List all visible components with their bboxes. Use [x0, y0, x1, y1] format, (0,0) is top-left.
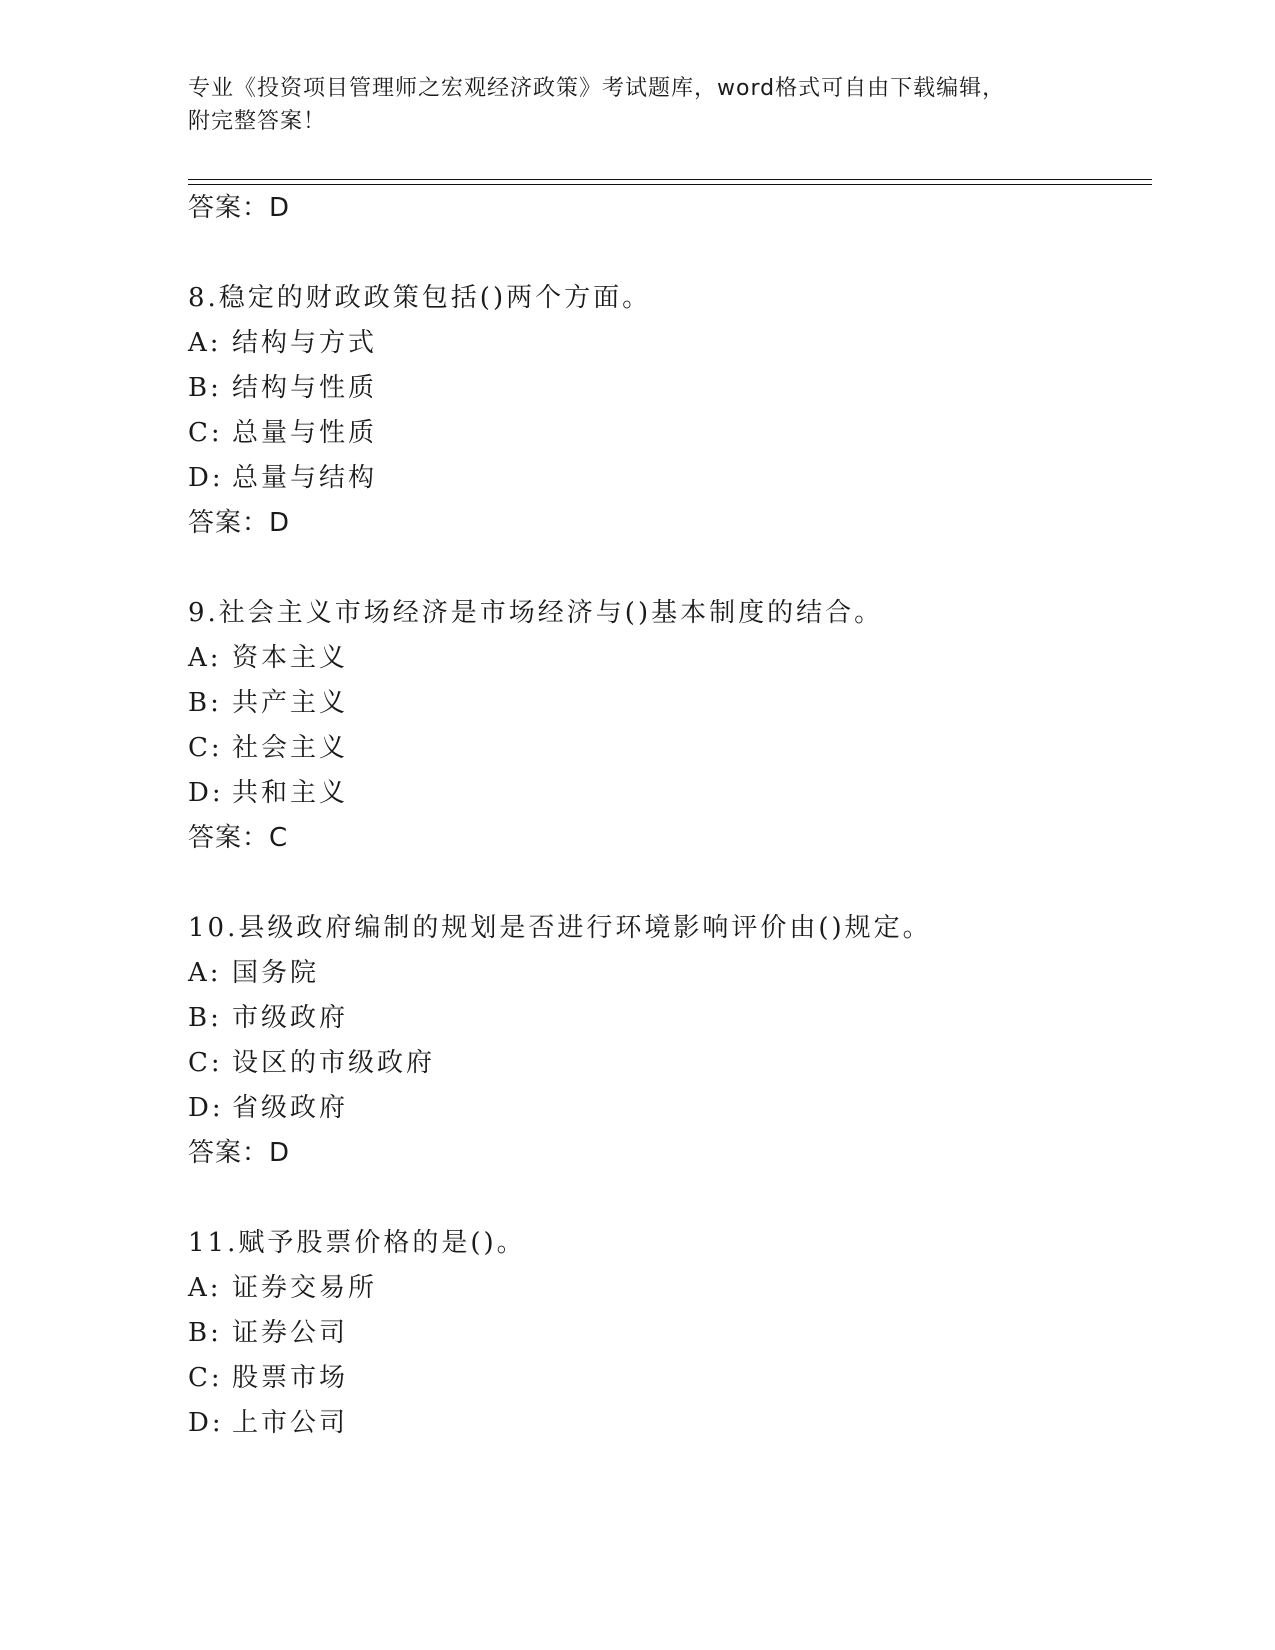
- option-a: [188, 328, 377, 358]
- answer-line: 答案：D: [188, 193, 291, 223]
- option-text: 结构与性质: [232, 373, 378, 403]
- header-line-2: 附完整答案！: [188, 109, 327, 134]
- option-d: [188, 1093, 348, 1123]
- option-letter: A:: [188, 643, 222, 673]
- header-rule-bottom: [188, 184, 1152, 185]
- option-letter: B:: [188, 373, 222, 403]
- option-text: 股票市场: [232, 1363, 349, 1393]
- option-text: 设区的市级政府: [232, 1048, 436, 1078]
- option-text: 国务院: [232, 958, 320, 988]
- option-d: [188, 1408, 348, 1438]
- option-a: [188, 1273, 377, 1303]
- option-text: 上市公司: [232, 1408, 349, 1438]
- option-text: 共和主义: [232, 778, 349, 808]
- header-line-1: 专业《投资项目管理师之宏观经济政策》考试题库，word格式可自由下载编辑，: [188, 76, 1006, 101]
- answer-line: 答案：D: [188, 1138, 291, 1168]
- option-b: [188, 688, 348, 718]
- answer-line: 答案：D: [188, 508, 291, 538]
- option-c: [188, 1363, 348, 1393]
- option-text: 证券公司: [232, 1318, 349, 1348]
- option-letter: A:: [188, 1273, 222, 1303]
- question-stem: 9.社会主义市场经济是市场经济与()基本制度的结合。: [188, 598, 884, 628]
- option-letter: A:: [188, 328, 222, 358]
- option-c: [188, 418, 377, 448]
- option-text: 总量与结构: [232, 463, 378, 493]
- option-b: [188, 373, 377, 403]
- document-header: [188, 72, 1088, 138]
- option-d: [188, 463, 377, 493]
- answer-line: 答案：C: [188, 823, 289, 853]
- option-letter: A:: [188, 958, 222, 988]
- option-c: [188, 733, 348, 763]
- question-stem: 11.赋予股票价格的是()。: [188, 1228, 526, 1258]
- option-b: [188, 1318, 348, 1348]
- option-letter: C:: [188, 1048, 223, 1078]
- option-text: 总量与性质: [232, 418, 378, 448]
- option-letter: D:: [188, 778, 224, 808]
- option-letter: C:: [188, 733, 223, 763]
- option-text: 结构与方式: [232, 328, 378, 358]
- option-a: [188, 958, 319, 988]
- option-d: [188, 778, 348, 808]
- question-stem: 10.县级政府编制的规划是否进行环境影响评价由()规定。: [188, 913, 932, 943]
- option-letter: C:: [188, 1363, 223, 1393]
- option-letter: B:: [188, 1318, 222, 1348]
- option-text: 市级政府: [232, 1003, 349, 1033]
- option-text: 省级政府: [232, 1093, 349, 1123]
- option-letter: D:: [188, 1093, 224, 1123]
- option-a: [188, 643, 348, 673]
- option-letter: B:: [188, 1003, 222, 1033]
- option-letter: D:: [188, 463, 224, 493]
- option-letter: C:: [188, 418, 223, 448]
- question-stem: 8.稳定的财政政策包括()两个方面。: [188, 283, 652, 313]
- option-letter: B:: [188, 688, 222, 718]
- option-b: [188, 1003, 348, 1033]
- option-text: 资本主义: [232, 643, 349, 673]
- header-rule-top: [188, 179, 1152, 180]
- option-letter: D:: [188, 1408, 224, 1438]
- option-c: [188, 1048, 435, 1078]
- option-text: 共产主义: [232, 688, 349, 718]
- option-text: 证券交易所: [232, 1273, 378, 1303]
- option-text: 社会主义: [232, 733, 349, 763]
